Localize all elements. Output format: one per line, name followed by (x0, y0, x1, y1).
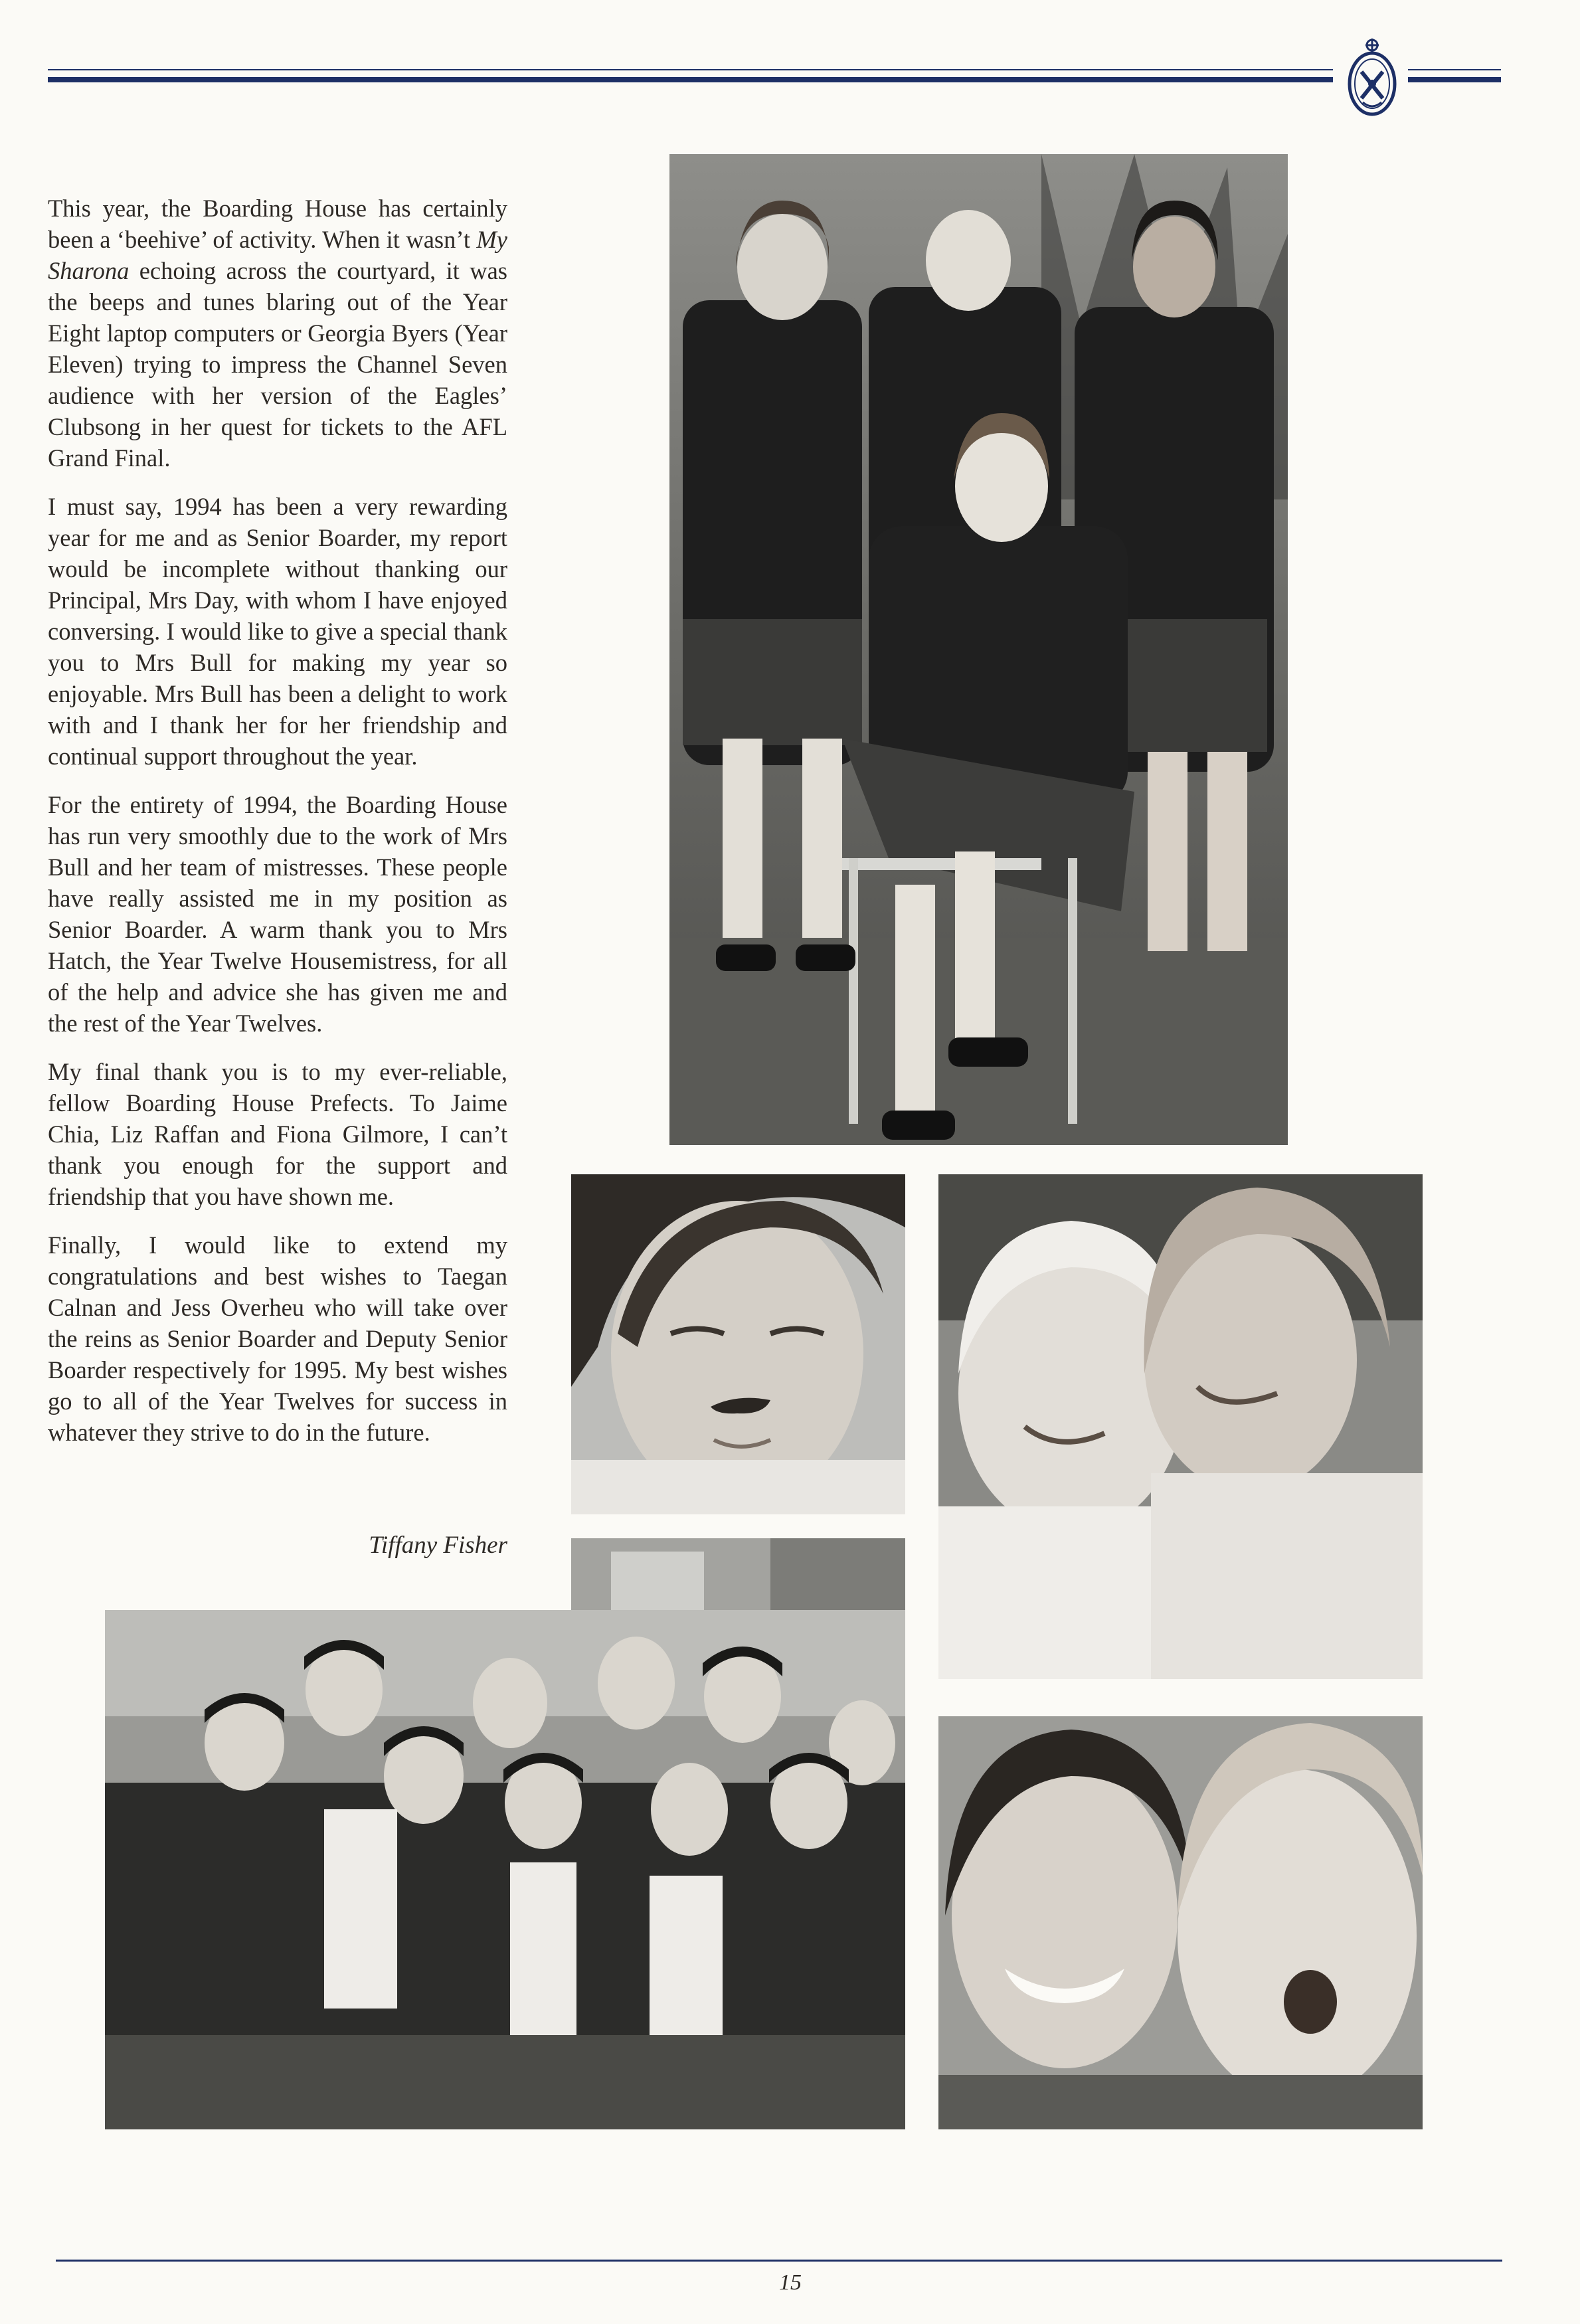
page-number: 15 (779, 2270, 802, 2295)
photo-four-students-portrait (669, 154, 1288, 1145)
article-body (48, 193, 507, 1465)
footer-rule (56, 2260, 1502, 2262)
photo-two-students-smiling (938, 1174, 1423, 1679)
article-paragraph: For the entirety of 1994, the Boarding House has run very smoothly due to the work of Mrs Bull and her team of mistresses. These people have really assisted me in my position as Senior Boarder. A warm thank you to Mrs Hatch, the Year Twelve Housemistress, for all of the help and advice she has given me and the rest of the Year Twelves. (48, 791, 507, 1037)
photo-student-with-moustache (571, 1174, 905, 1514)
article-paragraph: Finally, I would like to extend my congratulations and best wishes to Taegan Calnan and Jess Overheu who will take over the reins as Senior Boarder and Deputy Senior Boarder respectively for 1995. My best wishes go to all of the Year Twelves for success in whatever they strive to do in the future. (48, 1231, 507, 1446)
photo-group-background-strip (571, 1538, 905, 1613)
header-rule-thick (48, 77, 1333, 82)
header-rule-right-thin (1408, 69, 1501, 70)
article-paragraph: My final thank you is to my ever-reliable, fellow Boarding House Prefects. To Jaime Chia, Liz Raffan and Fiona Gilmore, I can’t thank you enough for the support and friendship that you have shown me. (48, 1058, 507, 1210)
article-paragraph: I must say, 1994 has been a very rewarding year for me and as Senior Boarder, my report would be incomplete without thanking our Principal, Mrs Day, with whom I have enjoyed conversing. I would like to give a special thank you to Mrs Bull for making my year so enjoyable. Mrs Bull has been a delight to work with and I thank her for her friendship and continual support throughout the year. (48, 493, 507, 770)
header-rule-right-thick (1408, 77, 1501, 82)
photo-two-students-laughing (938, 1716, 1423, 2129)
school-crest-icon (1344, 36, 1400, 122)
photo-group-of-students-in-uniform (105, 1610, 905, 2129)
article-paragraph: This year, the Boarding House has certainly been a ‘beehive’ of activity. When it wasn’t My Sharona echoing across the courtyard, it was the beeps and tunes blaring out of the Year Eight laptop computers or Georgia Byers (Year Eleven) trying to impress the Channel Seven audience with her version of the Eagles’ Clubsong in her quest for tickets to the AFL Grand Final. (48, 195, 507, 472)
header-rule-thin (48, 69, 1333, 70)
author-signature: Tiffany Fisher (369, 1532, 507, 1559)
song-title: My Sharona (48, 226, 507, 284)
